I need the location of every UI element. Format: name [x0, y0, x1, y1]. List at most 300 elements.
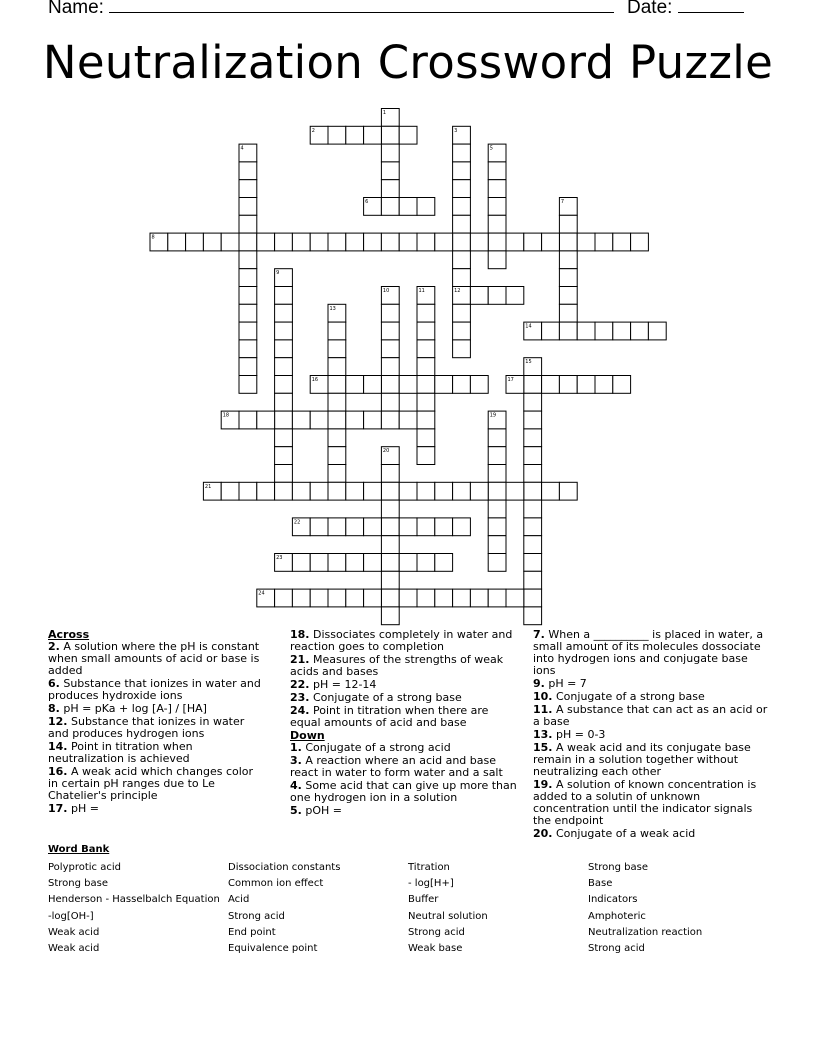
- crossword-cell[interactable]: [346, 589, 364, 607]
- crossword-cell[interactable]: [648, 322, 666, 340]
- crossword-cell[interactable]: [239, 162, 257, 180]
- crossword-cell[interactable]: [453, 482, 471, 500]
- cell-number: 10: [382, 288, 390, 294]
- crossword-cell[interactable]: [453, 376, 471, 394]
- clue-number: 17.: [48, 802, 68, 815]
- crossword-cell[interactable]: [488, 536, 506, 554]
- clue-text: pH = pKa + log [A-] / [HA]: [63, 702, 207, 715]
- crossword-cell[interactable]: [524, 500, 542, 518]
- crossword-cell[interactable]: [488, 447, 506, 465]
- name-label: Name:: [48, 0, 104, 18]
- crossword-cell[interactable]: [435, 554, 453, 572]
- word-bank-item: Strong base: [588, 862, 648, 873]
- crossword-cell[interactable]: [364, 411, 382, 429]
- clue-down-15: [533, 742, 773, 778]
- crossword-cell[interactable]: [488, 233, 506, 251]
- crossword-cell[interactable]: [524, 518, 542, 536]
- cell-number: 7: [560, 199, 565, 205]
- crossword-cell[interactable]: [559, 233, 577, 251]
- crossword-cell[interactable]: [613, 376, 631, 394]
- crossword-cell[interactable]: [381, 180, 399, 198]
- crossword-cell[interactable]: [328, 393, 346, 411]
- crossword-cell[interactable]: [524, 482, 542, 500]
- crossword-cell[interactable]: [435, 589, 453, 607]
- clue-down-1: [290, 742, 522, 754]
- crossword-cell[interactable]: [328, 126, 346, 144]
- crossword-cell[interactable]: [488, 500, 506, 518]
- clue-down-11: [533, 704, 773, 728]
- crossword-cell[interactable]: [381, 358, 399, 376]
- clue-text: pH = 0-3: [556, 728, 606, 741]
- crossword-cell[interactable]: [488, 198, 506, 216]
- clue-number: 24.: [290, 704, 310, 717]
- crossword-cell[interactable]: [470, 287, 488, 305]
- crossword-cell[interactable]: [613, 233, 631, 251]
- crossword-cell[interactable]: [328, 589, 346, 607]
- crossword-cell[interactable]: [559, 304, 577, 322]
- crossword-cell[interactable]: [364, 233, 382, 251]
- crossword-cell[interactable]: [417, 393, 435, 411]
- crossword-cell[interactable]: [399, 589, 417, 607]
- crossword-cell[interactable]: [257, 482, 275, 500]
- clues-column-1: [48, 629, 266, 816]
- word-bank-column-2: [228, 860, 340, 957]
- clue-number: 4.: [290, 779, 302, 792]
- crossword-cell[interactable]: [488, 482, 506, 500]
- clue-number: 15.: [533, 741, 553, 754]
- crossword-cell[interactable]: [524, 393, 542, 411]
- crossword-cell[interactable]: [328, 482, 346, 500]
- crossword-cell[interactable]: [346, 411, 364, 429]
- crossword-cell[interactable]: [310, 482, 328, 500]
- crossword-cell[interactable]: [364, 376, 382, 394]
- crossword-cell[interactable]: [524, 554, 542, 572]
- crossword-cell[interactable]: [346, 376, 364, 394]
- crossword-cell[interactable]: [381, 304, 399, 322]
- crossword-cell[interactable]: [275, 358, 293, 376]
- crossword-cell[interactable]: [488, 465, 506, 483]
- crossword-cell[interactable]: [381, 518, 399, 536]
- cell-number: 8: [151, 234, 155, 241]
- clue-number: 10.: [533, 690, 553, 703]
- crossword-cell[interactable]: [399, 482, 417, 500]
- clue-text: When a __________ is placed in water, a small amount of its molecules dossociate into hydrogen ions and conjugate base ions: [533, 628, 764, 677]
- crossword-cell[interactable]: [453, 589, 471, 607]
- clue-text: Substance that ionizes in water and produces hydrogen ions: [48, 715, 245, 740]
- cell-number: 6: [365, 199, 369, 205]
- clue-down-10: [533, 691, 773, 703]
- crossword-cell[interactable]: [577, 233, 595, 251]
- clue-down-4: [290, 780, 522, 804]
- crossword-cell[interactable]: [239, 411, 257, 429]
- crossword-cell[interactable]: [275, 411, 293, 429]
- crossword-cell[interactable]: [435, 233, 453, 251]
- word-bank-item: Amphoteric: [588, 910, 646, 922]
- crossword-cell[interactable]: [399, 126, 417, 144]
- crossword-cell[interactable]: [328, 233, 346, 251]
- crossword-cell[interactable]: [381, 233, 399, 251]
- crossword-cell[interactable]: [292, 589, 310, 607]
- word-bank-item: Titration: [408, 862, 450, 873]
- crossword-cell[interactable]: [417, 322, 435, 340]
- clue-number: 11.: [533, 703, 553, 716]
- crossword-cell[interactable]: [275, 340, 293, 358]
- crossword-cell[interactable]: [399, 554, 417, 572]
- crossword-cell[interactable]: [453, 322, 471, 340]
- crossword-cell[interactable]: [203, 233, 221, 251]
- crossword-cell[interactable]: [275, 376, 293, 394]
- crossword-cell[interactable]: [275, 304, 293, 322]
- crossword-cell[interactable]: [346, 554, 364, 572]
- clue-across-16: [48, 766, 266, 802]
- crossword-cell[interactable]: [524, 376, 542, 394]
- crossword-cell[interactable]: [506, 482, 524, 500]
- crossword-cell[interactable]: [488, 518, 506, 536]
- crossword-cell[interactable]: [239, 340, 257, 358]
- crossword-cell[interactable]: [399, 233, 417, 251]
- crossword-cell[interactable]: [310, 411, 328, 429]
- crossword-cell[interactable]: [453, 340, 471, 358]
- clue-text: Measures of the strengths of weak acids and bases: [290, 653, 504, 678]
- crossword-cell[interactable]: [239, 269, 257, 287]
- crossword-cell[interactable]: [595, 233, 613, 251]
- crossword-cell[interactable]: [488, 251, 506, 269]
- word-bank-item: Neutralization reaction: [588, 926, 703, 938]
- crossword-cell[interactable]: [559, 482, 577, 500]
- crossword-cell[interactable]: [310, 554, 328, 572]
- crossword-cell[interactable]: [275, 589, 293, 607]
- crossword-cell[interactable]: [453, 518, 471, 536]
- crossword-cell[interactable]: [453, 233, 471, 251]
- crossword-cell[interactable]: [221, 482, 239, 500]
- crossword-cell[interactable]: [275, 393, 293, 411]
- crossword-cell[interactable]: [453, 215, 471, 233]
- crossword-cell[interactable]: [470, 589, 488, 607]
- crossword-cell[interactable]: [328, 376, 346, 394]
- cell-number: 11: [418, 288, 425, 294]
- crossword-cell[interactable]: [257, 411, 275, 429]
- crossword-cell[interactable]: [239, 482, 257, 500]
- crossword-cell[interactable]: [364, 554, 382, 572]
- crossword-cell[interactable]: [524, 571, 542, 589]
- crossword-cell[interactable]: [417, 340, 435, 358]
- crossword-cell[interactable]: [559, 269, 577, 287]
- clue-text: A weak acid and its conjugate base remain in a solution together without neutralizing each other: [533, 741, 751, 778]
- clue-text: pH = 7: [548, 677, 587, 690]
- crossword-cell[interactable]: [488, 287, 506, 305]
- crossword-cell[interactable]: [328, 358, 346, 376]
- crossword-cell[interactable]: [381, 482, 399, 500]
- crossword-cell[interactable]: [453, 198, 471, 216]
- clue-across-12: [48, 716, 266, 740]
- crossword-cell[interactable]: [559, 215, 577, 233]
- crossword-cell[interactable]: [381, 162, 399, 180]
- crossword-cell[interactable]: [381, 536, 399, 554]
- crossword-cell[interactable]: [488, 180, 506, 198]
- clue-down-5: [290, 805, 522, 817]
- crossword-cell[interactable]: [417, 198, 435, 216]
- crossword-cell[interactable]: [542, 482, 560, 500]
- crossword-cell[interactable]: [417, 429, 435, 447]
- crossword-cell[interactable]: [328, 518, 346, 536]
- cell-number: 23: [276, 555, 283, 561]
- crossword-cell[interactable]: [328, 322, 346, 340]
- cell-number: 13: [329, 305, 336, 312]
- crossword-cell[interactable]: [292, 411, 310, 429]
- clue-number: 23.: [290, 691, 310, 704]
- crossword-cell[interactable]: [399, 376, 417, 394]
- crossword-cell[interactable]: [364, 482, 382, 500]
- crossword-cell[interactable]: [524, 607, 542, 625]
- crossword-cell[interactable]: [595, 322, 613, 340]
- clue-text: A substance that can act as an acid or a base: [533, 703, 768, 728]
- crossword-cell[interactable]: [381, 589, 399, 607]
- crossword-cell[interactable]: [488, 429, 506, 447]
- crossword-cell[interactable]: [328, 554, 346, 572]
- crossword-cell[interactable]: [524, 411, 542, 429]
- crossword-cell[interactable]: [559, 287, 577, 305]
- cell-number: 5: [489, 145, 493, 152]
- down-heading: Down: [290, 729, 325, 742]
- clue-text: A solution of known concentration is added to a solutin of unknown concentration until the indicator signals the endpoint: [533, 778, 757, 827]
- crossword-cell[interactable]: [631, 322, 649, 340]
- crossword-cell[interactable]: [559, 322, 577, 340]
- cell-number: 14: [525, 323, 532, 330]
- crossword-cell[interactable]: [470, 482, 488, 500]
- crossword-cell[interactable]: [239, 180, 257, 198]
- word-bank-item: Common ion effect: [228, 878, 324, 890]
- crossword-cell[interactable]: [239, 358, 257, 376]
- clue-text: Substance that ionizes in water and produces hydroxide ions: [48, 677, 261, 702]
- clue-text: Dissociates completely in water and reaction goes to completion: [290, 628, 513, 653]
- crossword-cell[interactable]: [381, 126, 399, 144]
- clue-across-18: [290, 629, 522, 653]
- crossword-cell[interactable]: [453, 162, 471, 180]
- clue-across-14: [48, 741, 266, 765]
- word-bank-item: Weak base: [408, 943, 463, 955]
- clue-down-3: [290, 755, 522, 779]
- clue-text: Conjugate of a weak acid: [556, 827, 696, 840]
- word-bank-item: Strong acid: [408, 926, 465, 938]
- crossword-cell[interactable]: [399, 518, 417, 536]
- cell-number: 24: [258, 590, 265, 597]
- crossword-cell[interactable]: [453, 269, 471, 287]
- crossword-cell[interactable]: [239, 215, 257, 233]
- crossword-cell[interactable]: [310, 233, 328, 251]
- crossword-cell[interactable]: [417, 358, 435, 376]
- crossword-cell[interactable]: [239, 322, 257, 340]
- crossword-cell[interactable]: [631, 233, 649, 251]
- crossword-cell[interactable]: [453, 144, 471, 162]
- crossword-cell[interactable]: [168, 233, 186, 251]
- crossword-cell[interactable]: [239, 304, 257, 322]
- crossword-cell[interactable]: [524, 465, 542, 483]
- crossword-cell[interactable]: [417, 589, 435, 607]
- crossword-cell[interactable]: [381, 340, 399, 358]
- crossword-cell[interactable]: [275, 447, 293, 465]
- crossword-cell[interactable]: [595, 376, 613, 394]
- crossword-cell[interactable]: [346, 518, 364, 536]
- crossword-cell[interactable]: [346, 233, 364, 251]
- cell-number: 19: [489, 412, 497, 419]
- crossword-cell[interactable]: [524, 233, 542, 251]
- word-bank-item: End point: [228, 926, 276, 938]
- cell-number: 3: [454, 127, 458, 134]
- word-bank-column-3: [408, 860, 488, 957]
- clue-text: Some acid that can give up more than one hydrogen ion in a solution: [290, 779, 517, 804]
- crossword-cell[interactable]: [381, 571, 399, 589]
- word-bank-item: Strong base: [48, 878, 108, 890]
- crossword-cell[interactable]: [275, 233, 293, 251]
- crossword-cell[interactable]: [488, 554, 506, 572]
- crossword-cell[interactable]: [239, 287, 257, 305]
- crossword-cell[interactable]: [381, 554, 399, 572]
- crossword-cell[interactable]: [613, 322, 631, 340]
- crossword-cell[interactable]: [346, 482, 364, 500]
- crossword-cell[interactable]: [328, 340, 346, 358]
- crossword-cell[interactable]: [346, 126, 364, 144]
- crossword-cell[interactable]: [275, 322, 293, 340]
- crossword-cell[interactable]: [417, 482, 435, 500]
- clue-text: Point in titration when neutralization is achieved: [48, 740, 193, 765]
- puzzle-title: Neutralization Crossword Puzzle: [42, 36, 774, 89]
- crossword-cell[interactable]: [417, 304, 435, 322]
- crossword-cell[interactable]: [542, 376, 560, 394]
- clue-number: 21.: [290, 653, 310, 666]
- crossword-cell[interactable]: [381, 411, 399, 429]
- clue-across-17: [48, 803, 266, 815]
- crossword-cell[interactable]: [435, 518, 453, 536]
- word-bank-item: Weak acid: [48, 943, 100, 955]
- crossword-cell[interactable]: [364, 126, 382, 144]
- crossword-cell[interactable]: [381, 607, 399, 625]
- cell-number: 22: [293, 519, 301, 526]
- crossword-cell[interactable]: [381, 322, 399, 340]
- word-bank-item: Dissociation constants: [228, 862, 341, 873]
- crossword-cell[interactable]: [310, 518, 328, 536]
- crossword-cell[interactable]: [506, 589, 524, 607]
- crossword-cell[interactable]: [506, 287, 524, 305]
- crossword-cell[interactable]: [470, 376, 488, 394]
- crossword-cell[interactable]: [417, 411, 435, 429]
- crossword-cell[interactable]: [399, 198, 417, 216]
- cell-number: 20: [382, 448, 390, 455]
- across-heading: Across: [48, 628, 90, 641]
- crossword-cell[interactable]: [381, 465, 399, 483]
- crossword-cell[interactable]: [506, 233, 524, 251]
- crossword-cell[interactable]: [435, 376, 453, 394]
- crossword-cell[interactable]: [381, 144, 399, 162]
- crossword-cell[interactable]: [186, 233, 204, 251]
- crossword-cell[interactable]: [239, 233, 257, 251]
- crossword-cell[interactable]: [381, 393, 399, 411]
- crossword-cell[interactable]: [257, 233, 275, 251]
- crossword-cell[interactable]: [453, 251, 471, 269]
- clue-text: A weak acid which changes color in certain pH ranges due to Le Chatelier's principle: [48, 765, 254, 802]
- crossword-cell[interactable]: [275, 465, 293, 483]
- crossword-cell[interactable]: [275, 429, 293, 447]
- crossword-cell[interactable]: [559, 251, 577, 269]
- clue-number: 13.: [533, 728, 553, 741]
- crossword-cell[interactable]: [435, 482, 453, 500]
- cell-number: 4: [240, 145, 244, 152]
- word-bank-item: Base: [588, 878, 613, 890]
- crossword-cell[interactable]: [524, 589, 542, 607]
- word-bank-item: Strong acid: [228, 910, 285, 922]
- cell-number: 12: [454, 288, 461, 294]
- crossword-cell[interactable]: [488, 589, 506, 607]
- clue-across-22: [290, 679, 522, 691]
- crossword-cell[interactable]: [328, 411, 346, 429]
- crossword-cell[interactable]: [328, 429, 346, 447]
- crossword-cell[interactable]: [381, 500, 399, 518]
- crossword-cell[interactable]: [417, 554, 435, 572]
- word-bank-item: Strong acid: [588, 943, 645, 955]
- clue-across-2: [48, 641, 266, 677]
- crossword-cell[interactable]: [399, 411, 417, 429]
- clue-text: Point in titration when there are equal amounts of acid and base: [290, 704, 489, 729]
- clue-across-6: [48, 678, 266, 702]
- crossword-cell[interactable]: [381, 376, 399, 394]
- crossword-cell[interactable]: [453, 180, 471, 198]
- crossword-cell[interactable]: [239, 376, 257, 394]
- crossword-cell[interactable]: [221, 233, 239, 251]
- clue-down-19: [533, 779, 773, 827]
- crossword-cell[interactable]: [559, 376, 577, 394]
- crossword-cell[interactable]: [310, 589, 328, 607]
- clue-number: 2.: [48, 640, 60, 653]
- crossword-cell[interactable]: [364, 518, 382, 536]
- crossword-cell[interactable]: [275, 287, 293, 305]
- clue-text: A reaction where an acid and base react in water to form water and a salt: [290, 754, 503, 779]
- word-bank-item: Polyprotic acid: [48, 862, 121, 873]
- clue-number: 19.: [533, 778, 553, 791]
- crossword-cell[interactable]: [328, 465, 346, 483]
- crossword-cell[interactable]: [470, 233, 488, 251]
- word-bank-item: - log[H+]: [408, 878, 454, 890]
- cell-number: 1: [382, 110, 387, 116]
- crossword-cell[interactable]: [524, 536, 542, 554]
- clues-column-2: [290, 629, 522, 818]
- clue-text: pOH =: [305, 804, 342, 817]
- crossword-cell[interactable]: [524, 447, 542, 465]
- crossword-cell[interactable]: [453, 304, 471, 322]
- crossword-cell[interactable]: [275, 482, 293, 500]
- crossword-cell[interactable]: [577, 376, 595, 394]
- crossword-cell[interactable]: [488, 162, 506, 180]
- crossword-cell[interactable]: [542, 233, 560, 251]
- crossword-cell[interactable]: [292, 482, 310, 500]
- crossword-cell[interactable]: [239, 198, 257, 216]
- date-label: Date:: [627, 0, 673, 18]
- crossword-cell[interactable]: [417, 233, 435, 251]
- clue-number: 1.: [290, 741, 302, 754]
- crossword-cell[interactable]: [292, 233, 310, 251]
- crossword-cell[interactable]: [524, 429, 542, 447]
- crossword-cell[interactable]: [417, 376, 435, 394]
- crossword-cell[interactable]: [364, 589, 382, 607]
- crossword-cell[interactable]: [542, 322, 560, 340]
- crossword-cell[interactable]: [488, 215, 506, 233]
- crossword-cell[interactable]: [381, 198, 399, 216]
- cell-number: 17: [507, 377, 514, 383]
- crossword-cell[interactable]: [239, 251, 257, 269]
- crossword-cell[interactable]: [417, 447, 435, 465]
- crossword-cell[interactable]: [577, 322, 595, 340]
- crossword-cell[interactable]: [328, 447, 346, 465]
- crossword-cell[interactable]: [417, 518, 435, 536]
- crossword-cell[interactable]: [292, 554, 310, 572]
